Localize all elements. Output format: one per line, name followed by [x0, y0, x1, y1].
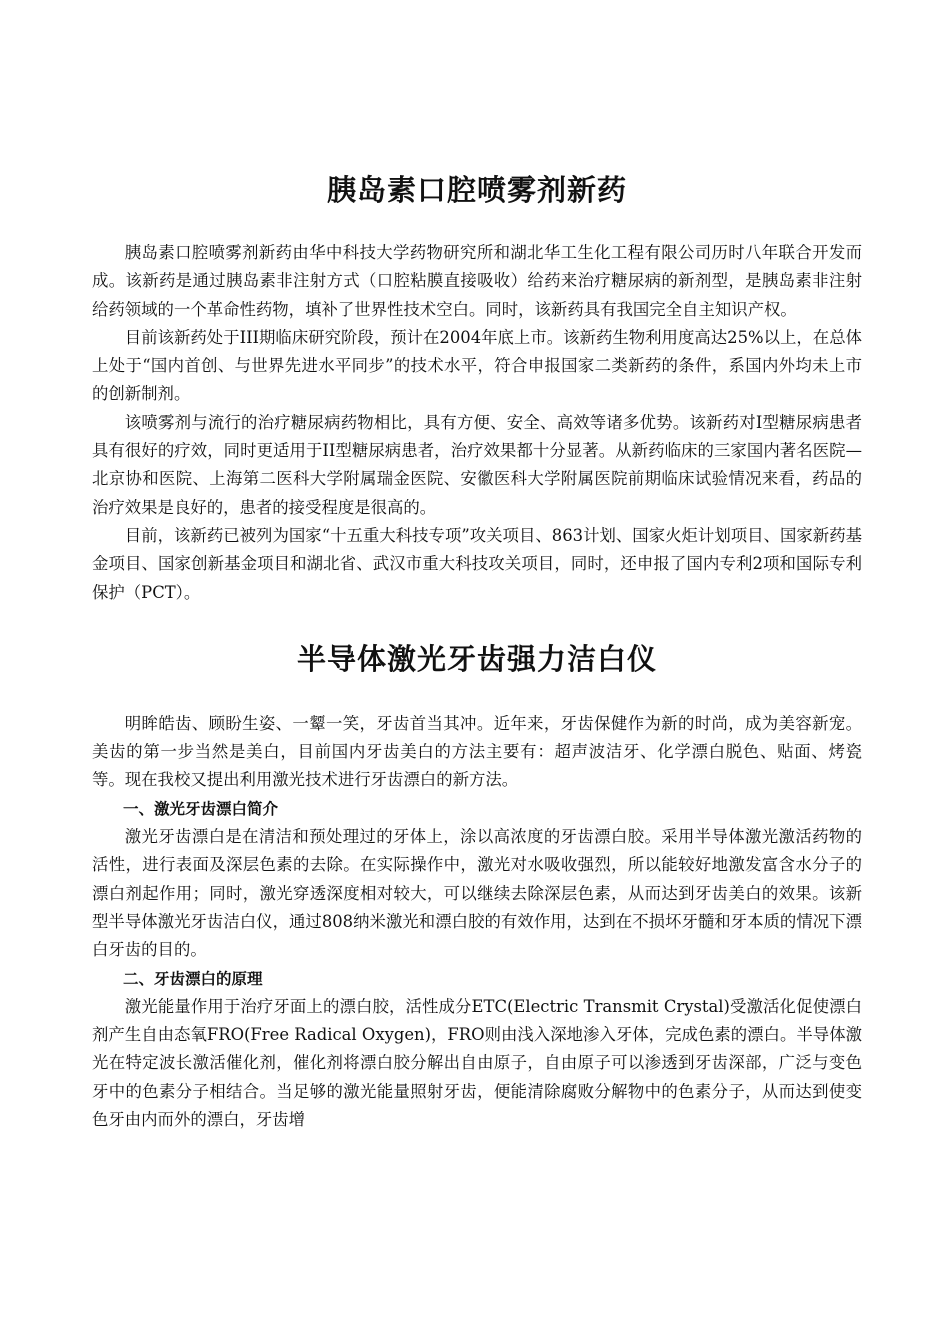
- paragraph: 胰岛素口腔喷雾剂新药由华中科技大学药物研究所和湖北华工生化工程有限公司历时八年联合开发而成。该新药是通过胰岛素非注射方式（口腔粘膜直接吸收）给药来治疗糖尿病的新剂型，是胰岛素非注射给药领域的一个革命性药物，填补了世界性技术空白。同时，该新药具有我国完全自主知识产权。: [92, 243, 862, 319]
- paragraph: 明眸皓齿、顾盼生姿、一颦一笑，牙齿首当其冲。近年来，牙齿保健作为新的时尚，成为美容新宠。美齿的第一步当然是美白，目前国内牙齿美白的方法主要有：超声波洁牙、化学漂白脱色、贴面、烤瓷等。现在我校又提出利用激光技术进行牙齿漂白的新方法。: [92, 713, 862, 790]
- paragraph: 目前该新药处于III期临床研究阶段，预计在2004年底上市。该新药生物利用度高达25%以上，在总体上处于“国内首创、与世界先进水平同步”的技术水平，符合申报国家二类新药的条件，系国内外均未上市的创新制剂。: [92, 327, 862, 404]
- subheading: 一、激光牙齿漂白简介: [123, 799, 279, 818]
- section-title-insulin-spray: 胰岛素口腔喷雾剂新药: [326, 173, 627, 207]
- paragraph: 激光能量作用于治疗牙面上的漂白胶，活性成分ETC(Electric Transmit Crystal)受激活化促使漂白剂产生自由态氧FRO(Free Radical Oxygen)，FRO则由浅入深地渗入牙体，完成色素的漂白。半导体激光在特定波长激活催化剂，催化剂将漂白胶分解出自由原子，自由原子可以渗透到牙齿深部，广泛与变色牙中的色素分子相结合。当足够的激光能量照射牙齿，便能清除腐败分解物中的色素分子，从而达到使变色牙由内而外的漂白，牙齿增: [92, 996, 862, 1130]
- document-page: [92, 160, 862, 1134]
- section-title-laser-whitening: 半导体激光牙齿强力洁白仪: [296, 641, 657, 676]
- subheading: 二、牙齿漂白的原理: [123, 969, 263, 988]
- paragraph: 目前，该新药已被列为国家“十五重大科技专项”攻关项目、863计划、国家火炬计划项目、国家新药基金项目、国家创新基金项目和湖北省、武汉市重大科技攻关项目，同时，还申报了国内专利2项和国际专利保护（PCT）。: [92, 525, 862, 602]
- paragraph: 激光牙齿漂白是在清洁和预处理过的牙体上，涂以高浓度的牙齿漂白胶。采用半导体激光激活药物的活性，进行表面及深层色素的去除。在实际操作中，激光对水吸收强烈，所以能较好地激发富含水分子的漂白剂起作用；同时，激光穿透深度相对较大，可以继续去除深层色素，从而达到牙齿美白的效果。该新型半导体激光牙齿洁白仪，通过808纳米激光和漂白胶的有效作用，达到在不损坏牙髓和牙本质的情况下漂白牙齿的目的。: [92, 827, 862, 960]
- paragraph: 该喷雾剂与流行的治疗糖尿病药物相比，具有方便、安全、高效等诸多优势。该新药对I型糖尿病患者具有很好的疗效，同时更适用于II型糖尿病患者，治疗效果都十分显著。从新药临床的三家国内著名医院—北京协和医院、上海第二医科大学附属瑞金医院、安徽医科大学附属医院前期临床试验情况来看，药品的治疗效果是良好的，患者的接受程度是很高的。: [92, 412, 862, 517]
